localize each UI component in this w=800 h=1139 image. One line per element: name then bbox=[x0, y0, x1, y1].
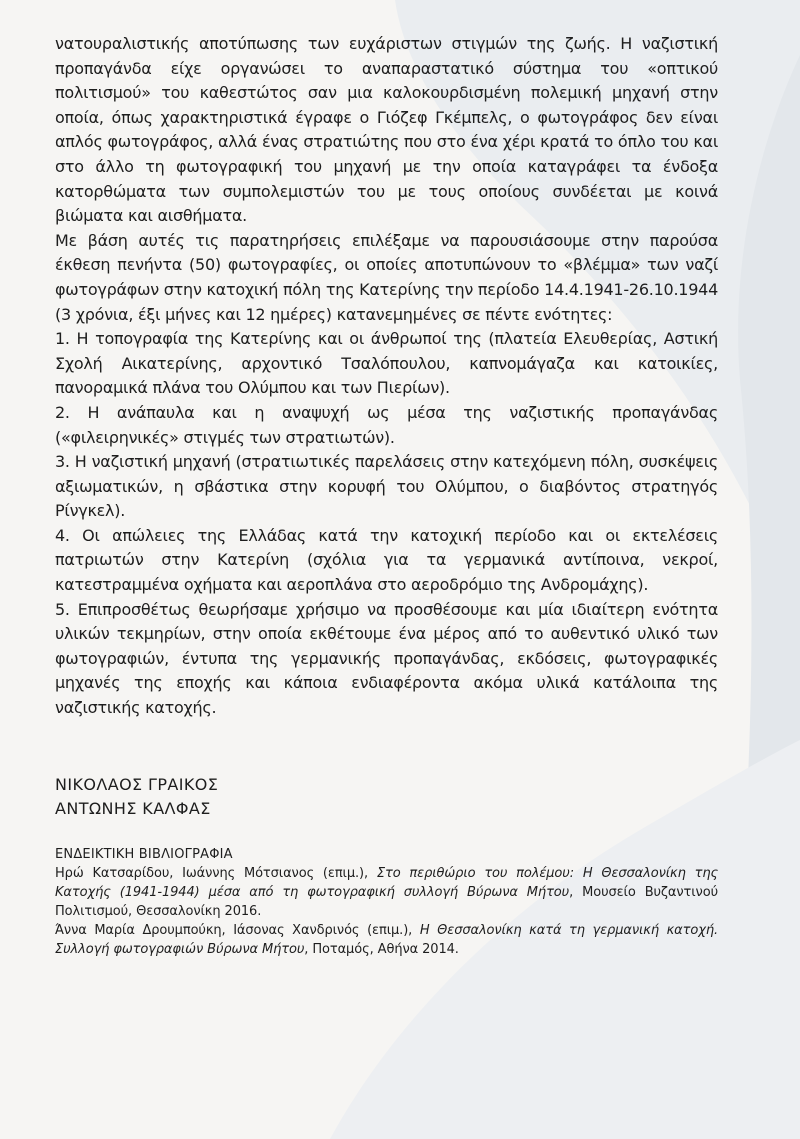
entry-title: Στο περιθώριο του πολέμου: Η Θεσσαλονίκη της Κατοχής (1941-1944) μέσα από τη φωτογραφική συλλογή Βύρωνα Μήτου bbox=[55, 865, 718, 900]
page-content bbox=[55, 32, 718, 959]
bibliography-entry bbox=[55, 921, 718, 959]
entry-publisher: , Ποταμός, Αθήνα 2014. bbox=[304, 941, 459, 957]
paragraph: νατουραλιστικής αποτύπωσης των ευχάριστων στιγμών της ζωής. Η ναζιστική προπαγάνδα είχε οργανώσει το αναπαραστατικό σύστημα του «οπτικού πολιτισμού» του καθεστώτος σαν μια καλοκουρδισμένη πολεμική μηχανή στην οποία, όπως χαρακτηριστικά έγραφε ο Γιόζεφ Γκέμπελς, ο φωτογράφος δεν είναι απλός φωτογράφος, αλλά ένας στρατιώτης που στο ένα χέρι κρατά το όπλο του και στο άλλο τη φωτογραφική του μηχανή με την οποία καταγράφει τα ένδοξα κατορθώματα των συμπολεμιστών του με τους οποίους συνδέεται με κοινά βιώματα και αισθήματα. bbox=[55, 34, 718, 226]
paragraph: Με βάση αυτές τις παρατηρήσεις επιλέξαμε να παρουσιάσουμε στην παρούσα έκθεση πενήντα (50) φωτογραφίες, οι οποίες αποτυπώνουν το «βλέμμα» των ναζί φωτογράφων στην κατοχική πόλη της Κατερίνης την περίοδο 14.4.1941-26.10.1944 (3 χρόνια, έξι μήνες και 12 ημέρες) κατανεμημένες σε πέντε ενότητες: bbox=[55, 230, 718, 324]
author-name: ΑΝΤΩΝΗΣ ΚΑΛΦΑΣ bbox=[55, 798, 211, 818]
entry-title: Η Θεσσαλονίκη κατά τη γερμανική κατοχή. Συλλογή φωτογραφιών Βύρωνα Μήτου bbox=[55, 922, 718, 957]
section-item: 3. Η ναζιστική μηχανή (στρατιωτικές παρελάσεις στην κατεχόμενη πόλη, συσκέψεις αξιωματικών, η σβάστικα στην κορυφή του Ολύμπου, ο διαβόντος στρατηγός Ρίνγκελ). bbox=[55, 452, 718, 521]
bibliography-entry bbox=[55, 864, 718, 921]
entry-authors: Ηρώ Κατσαρίδου, Ιωάννης Μότσιανος (επιμ.), bbox=[55, 865, 377, 881]
author-name: ΝΙΚΟΛΑΟΣ ΓΡΑΙΚΟΣ bbox=[55, 774, 219, 794]
section-item: 4. Οι απώλειες της Ελλάδας κατά την κατοχική περίοδο και οι εκτελέσεις πατριωτών στην Κατερίνη (σχόλια για τα γερμανικά αντίποινα, νεκροί, κατεστραμμένα οχήματα και αεροπλάνα στο αεροδρόμιο της Ανδρομάχης). bbox=[55, 525, 718, 595]
bibliography-heading: ΕΝΔΕΙΚΤΙΚΗ ΒΙΒΛΙΟΓΡΑΦΙΑ bbox=[55, 846, 233, 862]
entry-authors: Άννα Μαρία Δρουμπούκη, Ιάσονας Χανδρινός (επιμ.), bbox=[55, 922, 420, 938]
main-text bbox=[55, 32, 718, 721]
section-item: 5. Επιπροσθέτως θεωρήσαμε χρήσιμο να προσθέσουμε και μία ιδιαίτερη ενότητα υλικών τεκμηρίων, στην οποία εκθέτουμε ένα μέρος από το αυθεντικό υλικό των φωτογραφιών, έντυπα της γερμανικής προπαγάνδας, εκδόσεις, φωτογραφικές μηχανές της εποχής και κάποια ενδιαφέροντα ακόμα υλικά κατάλοιπα της ναζιστικής κατοχής. bbox=[55, 599, 718, 718]
section-item: 1. Η τοπογραφία της Κατερίνης και οι άνθρωποί της (πλατεία Ελευθερίας, Αστική Σχολή Αικατερίνης, αρχοντικό Τσαλόπουλου, καπνομάγαζα και κατοικίες, πανοραμικά πλάνα του Ολύμπου και των Πιερίων). bbox=[55, 329, 718, 398]
author-signatures bbox=[55, 773, 718, 821]
entry-publisher: , Μουσείο Βυζαντινού Πολιτισμού, Θεσσαλονίκη 2016. bbox=[55, 884, 718, 919]
bibliography bbox=[55, 845, 718, 959]
section-item: 2. Η ανάπαυλα και η αναψυχή ως μέσα της ναζιστικής προπαγάνδας («φιλειρηνικές» στιγμές των στρατιωτών). bbox=[55, 402, 718, 447]
